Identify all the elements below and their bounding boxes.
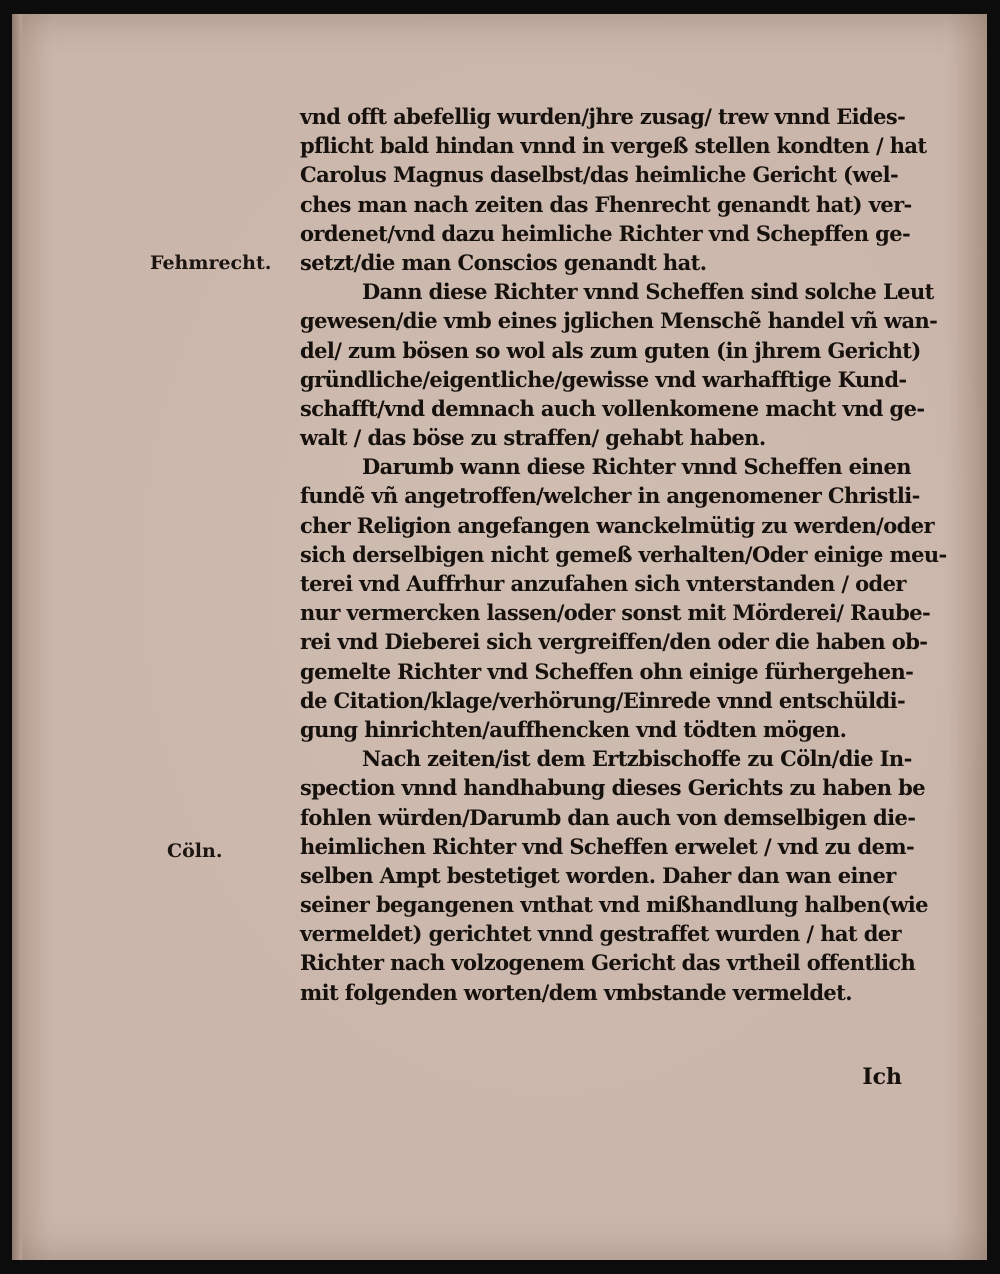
text-line: fundẽ vñ angetroffen/welcher in angenomener Christli-: [300, 483, 920, 509]
text-line: rei vnd Dieberei sich vergreiffen/den oder die haben ob-: [300, 629, 928, 655]
text-line: del/ zum bösen so wol als zum guten (in jhrem Gericht): [300, 337, 921, 363]
text-line: fohlen würden/Darumb dan auch von demselbigen die-: [300, 804, 916, 830]
text-line: spection vnnd handhabung dieses Gerichts zu haben be: [300, 775, 925, 801]
text-line: gung hinrichten/auffhencken vnd tödten mögen.: [300, 716, 847, 742]
text-line: sich derselbigen nicht gemeß verhalten/Oder einige meu-: [300, 541, 947, 567]
text-line: Richter nach volzogenem Gericht das vrtheil offentlich: [300, 950, 916, 976]
text-line: setzt/die man Conscios genandt hat.: [300, 249, 707, 275]
page-edge: [12, 14, 22, 1260]
text-line: de Citation/klage/verhörung/Einrede vnnd entschüldi-: [300, 687, 906, 713]
text-line: ordenet/vnd dazu heimliche Richter vnd Schepffen ge-: [300, 220, 911, 246]
main-text-block: [300, 102, 947, 1007]
text-line: walt / das böse zu straffen/ gehabt haben.: [300, 425, 766, 451]
text-line: mit folgenden worten/dem vmbstande vermeldet.: [300, 979, 852, 1005]
text-line: vermeldet) gerichtet vnnd gestraffet wurden / hat der: [300, 921, 902, 947]
text-line: gemelte Richter vnd Scheffen ohn einige fürhergehen-: [300, 658, 914, 684]
text-line: Carolus Magnus daselbst/das heimliche Gericht (wel-: [300, 162, 899, 188]
text-line: pflicht bald hindan vnnd in vergeß stellen kondten / hat: [300, 133, 927, 159]
text-line: ches man nach zeiten das Fhenrecht genandt hat) ver-: [300, 191, 912, 217]
text-line: nur vermercken lassen/oder sonst mit Mörderei/ Raube-: [300, 600, 931, 626]
text-line: gründliche/eigentliche/gewisse vnd warhafftige Kund-: [300, 366, 907, 392]
text-line: seiner begangenen vnthat vnd mißhandlung halben(wie: [300, 892, 928, 918]
text-line: terei vnd Auffrhur anzufahen sich vnterstanden / oder: [300, 571, 906, 596]
catchword: Ich: [862, 1064, 902, 1090]
text-line: cher Religion angefangen wanckelmütig zu werden/oder: [300, 512, 934, 538]
margin-note-fehmrecht: Fehmrecht.: [150, 252, 272, 274]
text-line: Darumb wann diese Richter vnnd Scheffen einen: [362, 454, 911, 480]
text-line: heimlichen Richter vnd Scheffen erwelet / vnd zu dem-: [300, 833, 915, 859]
text-line: schafft/vnd demnach auch vollenkomene macht vnd ge-: [300, 395, 925, 421]
text-line: vnd offt abefellig wurden/jhre zusag/ trew vnnd Eides-: [300, 104, 906, 129]
text-line: Dann diese Richter vnnd Scheffen sind solche Leut: [362, 279, 934, 305]
text-line: selben Ampt bestetiget worden. Daher dan wan einer: [300, 862, 896, 888]
text-line: Nach zeiten/ist dem Ertzbischoffe zu Cöln/die In-: [362, 746, 912, 772]
text-line: gewesen/die vmb eines jglichen Menschẽ handel vñ wan-: [300, 308, 938, 334]
margin-note-coeln: Cöln.: [167, 840, 223, 862]
